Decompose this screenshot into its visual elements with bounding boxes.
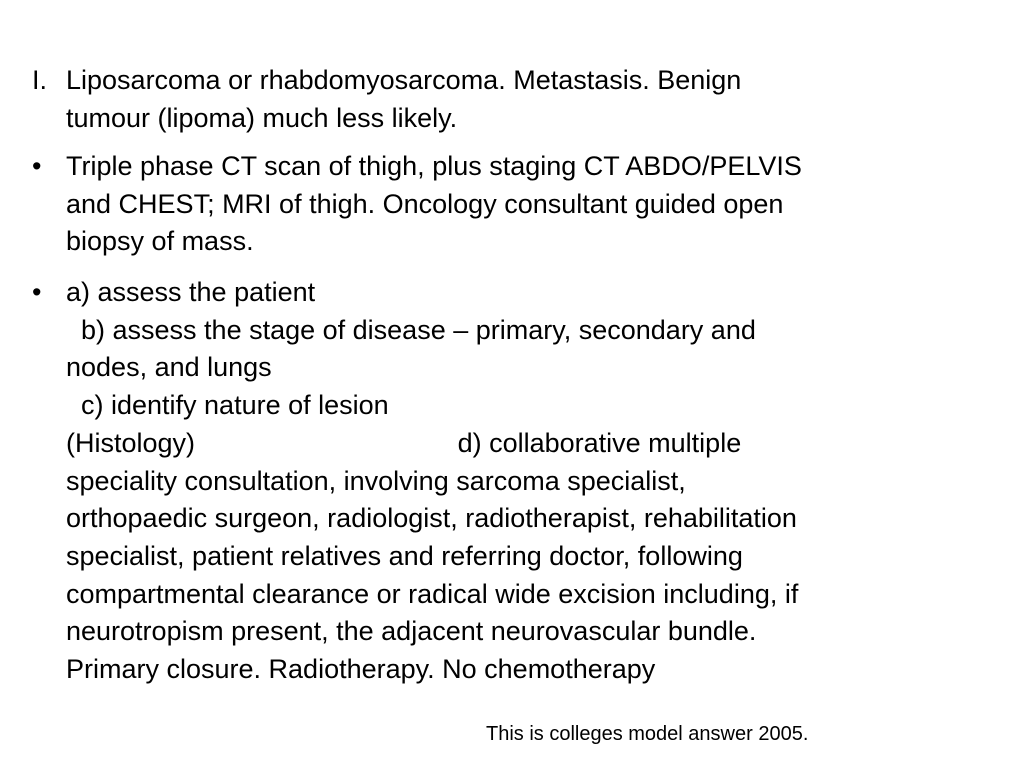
footer-note: This is colleges model answer 2005.	[486, 723, 809, 745]
item-3-line-7: orthopaedic surgeon, radiologist, radiotherapist, rehabilitation	[66, 503, 797, 534]
item-3-line-3: nodes, and lungs	[66, 352, 272, 383]
item-2-line-1: Triple phase CT scan of thigh, plus staging CT ABDO/PELVIS	[66, 151, 802, 181]
item-3-line-6: speciality consultation, involving sarcoma specialist,	[66, 465, 686, 496]
item-3-line-11: Primary closure. Radiotherapy. No chemotherapy	[66, 654, 656, 684]
item-3-line-9: compartmental clearance or radical wide excision including, if	[66, 578, 799, 609]
item-2-line-3: biopsy of mass.	[66, 226, 254, 257]
item-3-line-1: a) assess the patient	[66, 277, 316, 307]
item-1-line-1: Liposarcoma or rhabdomyosarcoma. Metastasis. Benign	[66, 65, 742, 95]
bullet-marker: •	[32, 277, 42, 307]
item-3-line-8: specialist, patient relatives and referring doctor, following	[66, 540, 743, 571]
bullet-marker: •	[32, 151, 42, 181]
roman-numeral-marker: I.	[32, 65, 48, 95]
item-2-line-2: and CHEST; MRI of thigh. Oncology consultant guided open	[66, 188, 784, 219]
item-1-line-2: tumour (lipoma) much less likely.	[66, 102, 458, 133]
item-3-line-5: (Histology) d) collaborative multiple	[66, 427, 742, 458]
item-3-line-4: c) identify nature of lesion	[66, 390, 389, 421]
item-3-line-2: b) assess the stage of disease – primary, secondary and	[66, 314, 756, 345]
item-3-line-10: neurotropism present, the adjacent neurovascular bundle.	[66, 616, 757, 647]
